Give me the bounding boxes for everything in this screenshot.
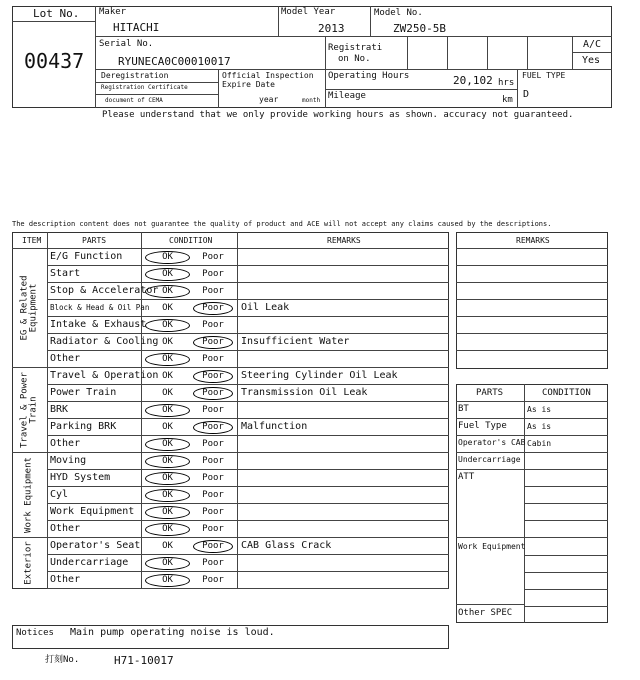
poor-option[interactable]: Poor xyxy=(202,286,224,296)
poor-option[interactable]: Poor xyxy=(202,337,224,347)
selection-circle xyxy=(145,404,190,417)
part-name: Undercarriage xyxy=(50,557,129,568)
ok-option[interactable]: OK xyxy=(162,252,173,262)
poor-option[interactable]: Poor xyxy=(202,473,224,483)
deregistration-label: Deregistration xyxy=(101,71,169,80)
lot-no-label: Lot No. xyxy=(33,7,80,20)
poor-option[interactable]: Poor xyxy=(202,490,224,500)
right-remarks-header: REMARKS xyxy=(516,236,550,245)
part-name: Block & Head & Oil Pan xyxy=(50,303,150,312)
selection-circle xyxy=(145,557,190,570)
poor-option[interactable]: Poor xyxy=(202,252,224,262)
remark-text: Transmission Oil Leak xyxy=(241,387,368,398)
ok-option[interactable]: OK xyxy=(162,371,173,381)
inspection-label-2: Expire Date xyxy=(222,80,275,89)
operating-hours-value: 20,102 xyxy=(453,74,493,87)
selection-circle xyxy=(145,455,190,468)
remark-text: Insufficient Water xyxy=(241,336,350,347)
ok-option[interactable]: OK xyxy=(162,439,173,449)
maker-value: HITACHI xyxy=(113,21,160,34)
remark-text: Malfunction xyxy=(241,421,308,432)
serial-no-value: RYUNECA0C00010017 xyxy=(118,55,231,68)
part-name: Other xyxy=(50,438,81,449)
right-part-condition: As is xyxy=(527,405,552,414)
selection-circle xyxy=(193,370,233,383)
poor-option[interactable]: Poor xyxy=(202,558,224,568)
stamp-value: H71-10017 xyxy=(114,654,174,667)
work-equipment-label: Work Equipment xyxy=(458,542,526,551)
ok-option[interactable]: OK xyxy=(162,320,173,330)
poor-option[interactable]: Poor xyxy=(202,575,224,585)
selection-circle xyxy=(193,336,233,349)
part-name: Operator's Seat xyxy=(50,540,141,551)
ok-option[interactable]: OK xyxy=(162,575,173,585)
right-part-condition: Cabin xyxy=(527,439,552,448)
ok-option[interactable]: OK xyxy=(162,286,173,296)
ok-option[interactable]: OK xyxy=(162,473,173,483)
ok-option[interactable]: OK xyxy=(162,422,173,432)
registration-label: Registrati xyxy=(328,43,383,53)
mileage-label: Mileage xyxy=(328,91,366,101)
registration-label-2: on No. xyxy=(338,54,371,64)
selection-circle xyxy=(145,319,190,332)
part-name: Other xyxy=(50,353,81,364)
part-name: Power Train xyxy=(50,387,117,398)
poor-option[interactable]: Poor xyxy=(202,541,224,551)
part-name: HYD System xyxy=(50,472,111,483)
ac-value: Yes xyxy=(582,55,601,66)
ok-option[interactable]: OK xyxy=(162,269,173,279)
right-part-name: ATT xyxy=(458,472,475,482)
selection-circle xyxy=(193,302,233,315)
poor-option[interactable]: Poor xyxy=(202,507,224,517)
km-unit: km xyxy=(502,95,513,105)
parts-header: PARTS xyxy=(82,236,107,245)
selection-circle xyxy=(145,251,190,264)
ok-option[interactable]: OK xyxy=(162,337,173,347)
selection-circle xyxy=(145,489,190,502)
part-name: Travel & Operation xyxy=(50,370,159,381)
remark-text: Oil Leak xyxy=(241,302,290,313)
part-name: Moving xyxy=(50,455,87,466)
ok-option[interactable]: OK xyxy=(162,558,173,568)
model-year-label: Model Year xyxy=(281,7,336,17)
selection-circle xyxy=(193,540,233,553)
right-part-condition: As is xyxy=(527,422,552,431)
selection-circle xyxy=(145,574,190,587)
selection-circle xyxy=(193,387,233,400)
poor-option[interactable]: Poor xyxy=(202,303,224,313)
maker-label: Maker xyxy=(99,7,127,17)
ok-option[interactable]: OK xyxy=(162,541,173,551)
right-part-name: Operator's CAB xyxy=(458,438,526,447)
year-label: year xyxy=(259,95,279,104)
operating-hours-label: Operating Hours xyxy=(328,71,410,81)
condition-header: CONDITION xyxy=(169,236,213,245)
ok-option[interactable]: OK xyxy=(162,490,173,500)
poor-option[interactable]: Poor xyxy=(202,422,224,432)
remark-text: CAB Glass Crack xyxy=(241,540,332,551)
part-name: Other xyxy=(50,523,81,534)
serial-no-label: Serial No. xyxy=(99,39,154,49)
model-no-value: ZW250-5B xyxy=(393,22,446,35)
part-name: Stop & Accelerator xyxy=(50,285,159,296)
right-part-name: Fuel Type xyxy=(458,421,507,431)
notices-text: Main pump operating noise is loud. xyxy=(70,627,275,638)
poor-option[interactable]: Poor xyxy=(202,354,224,364)
poor-option[interactable]: Poor xyxy=(202,371,224,381)
part-name: Radiator & Cooling xyxy=(50,336,159,347)
selection-circle xyxy=(145,472,190,485)
selection-circle xyxy=(145,268,190,281)
ok-option[interactable]: OK xyxy=(162,456,173,466)
item-group-label: EG & Related Equipment xyxy=(19,274,39,341)
selection-circle xyxy=(145,523,190,536)
part-name: BRK xyxy=(50,404,69,415)
poor-option[interactable]: Poor xyxy=(202,269,224,279)
model-year-value: 2013 xyxy=(318,22,345,35)
remark-text: Steering Cylinder Oil Leak xyxy=(241,370,398,381)
part-name: Intake & Exhaust xyxy=(50,319,147,330)
poor-option[interactable]: Poor xyxy=(202,439,224,449)
ok-option[interactable]: OK xyxy=(162,303,173,313)
ok-option[interactable]: OK xyxy=(162,354,173,364)
part-name: Cyl xyxy=(50,489,69,500)
stamp-label: 打刻No. xyxy=(45,655,80,665)
fuel-type-value: D xyxy=(523,89,530,100)
ac-label: A/C xyxy=(583,39,602,50)
part-name: Other xyxy=(50,574,81,585)
right-part-name: Undercarriage xyxy=(458,455,521,464)
lot-no: 00437 xyxy=(24,49,85,73)
part-name: Parking BRK xyxy=(50,421,117,432)
poor-option[interactable]: Poor xyxy=(202,320,224,330)
right-condition-header: CONDITION xyxy=(542,388,591,398)
inspection-label: Official Inspection xyxy=(222,71,314,80)
selection-circle xyxy=(145,506,190,519)
registration-certificate-label: Registration Certificate xyxy=(101,84,188,91)
item-header: ITEM xyxy=(22,236,42,245)
other-spec-label: Other SPEC xyxy=(458,608,513,618)
poor-option[interactable]: Poor xyxy=(202,524,224,534)
month-label: month xyxy=(302,97,321,104)
item-group-label: Travel & Power Train xyxy=(19,371,39,448)
part-name: E/G Function xyxy=(50,251,123,262)
selection-circle xyxy=(145,353,190,366)
disclaimer: The description content does not guarantee the quality of product and ACE will not accept any claims caused by the descriptions. xyxy=(12,220,552,228)
ok-option[interactable]: OK xyxy=(162,524,173,534)
cema-label: document of CEMA xyxy=(105,97,163,104)
ok-option[interactable]: OK xyxy=(162,507,173,517)
remarks-header: REMARKS xyxy=(327,236,361,245)
part-name: Work Equipment xyxy=(50,506,135,517)
selection-circle xyxy=(193,421,233,434)
ok-option[interactable]: OK xyxy=(162,405,173,415)
hrs-unit: hrs xyxy=(498,78,515,88)
model-no-label: Model No. xyxy=(374,8,423,18)
poor-option[interactable]: Poor xyxy=(202,388,224,398)
notices-label: Notices xyxy=(16,628,54,638)
ok-option[interactable]: OK xyxy=(162,388,173,398)
hours-note: Please understand that we only provide working hours as shown. accuracy not guaranteed. xyxy=(102,110,574,120)
right-parts-header: PARTS xyxy=(476,388,504,398)
right-part-name: BT xyxy=(458,404,469,414)
item-group-label: Work Equipment xyxy=(23,456,34,533)
poor-option[interactable]: Poor xyxy=(202,456,224,466)
part-name: Start xyxy=(50,268,81,279)
poor-option[interactable]: Poor xyxy=(202,405,224,415)
fuel-type-label: FUEL TYPE xyxy=(522,71,566,80)
item-group-label: Exterior xyxy=(23,540,34,585)
selection-circle xyxy=(145,438,190,451)
selection-circle xyxy=(145,285,190,298)
